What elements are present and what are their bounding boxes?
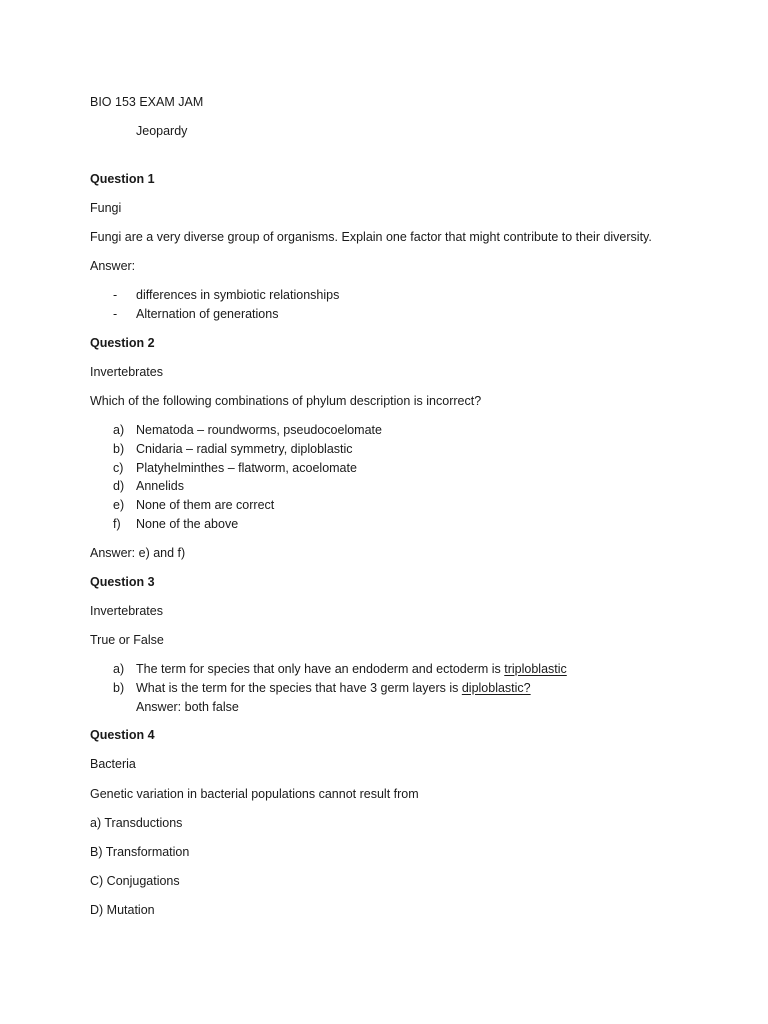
question-1-heading: Question 1 [90,172,155,186]
question-4-topic: Bacteria [90,757,136,771]
option-marker: e) [113,498,125,512]
question-1-answer-label: Answer: [90,259,136,273]
question-4-option: a) Transductions [90,816,183,830]
option-text: Cnidaria – radial symmetry, diploblastic [136,442,353,456]
bullet-text: differences in symbiotic relationships [136,288,340,302]
question-1-prompt: Fungi are a very diverse group of organisms. Explain one factor that might contribute to their diversity. [90,230,652,244]
option-text: Annelids [136,479,184,493]
question-3-topic: Invertebrates [90,604,163,618]
option-text [136,680,531,696]
question-4-prompt: Genetic variation in bacterial populations cannot result from [90,787,419,801]
question-1-topic: Fungi [90,201,122,215]
document-subtitle: Jeopardy [136,124,188,138]
question-2-topic: Invertebrates [90,365,163,379]
option-text: None of the above [136,517,239,531]
question-2-prompt: Which of the following combinations of phylum description is incorrect? [90,394,482,408]
question-4-option: D) Mutation [90,903,155,917]
option-marker: b) [113,681,125,695]
option-marker: a) [113,423,125,437]
option-marker: f) [113,517,121,531]
bullet-marker: - [113,307,118,321]
option-marker: a) [113,662,125,676]
question-4-option: B) Transformation [90,845,190,859]
question-2-heading: Question 2 [90,336,155,350]
question-4-option: C) Conjugations [90,874,180,888]
option-text: None of them are correct [136,498,275,512]
question-2-answer: Answer: e) and f) [90,546,186,560]
underlined-term: diploblastic? [461,681,531,695]
option-text-main: What is the term for the species that have 3 germ layers is [136,681,462,695]
bullet-text: Alternation of generations [136,307,279,321]
option-text [136,661,567,677]
option-text-main: The term for species that only have an endoderm and ectoderm is [136,662,505,676]
underlined-term: triploblastic [504,662,567,676]
bullet-marker: - [113,288,118,302]
option-marker: d) [113,479,125,493]
option-text: Platyhelminthes – flatworm, acoelomate [136,461,357,475]
question-3-prompt: True or False [90,633,164,647]
option-marker: b) [113,442,125,456]
option-text: Nematoda – roundworms, pseudocoelomate [136,423,382,437]
document-title: BIO 153 EXAM JAM [90,95,204,109]
question-3-answer: Answer: both false [136,700,239,714]
question-3-heading: Question 3 [90,575,155,589]
question-4-heading: Question 4 [90,728,155,742]
option-marker: c) [113,461,124,475]
